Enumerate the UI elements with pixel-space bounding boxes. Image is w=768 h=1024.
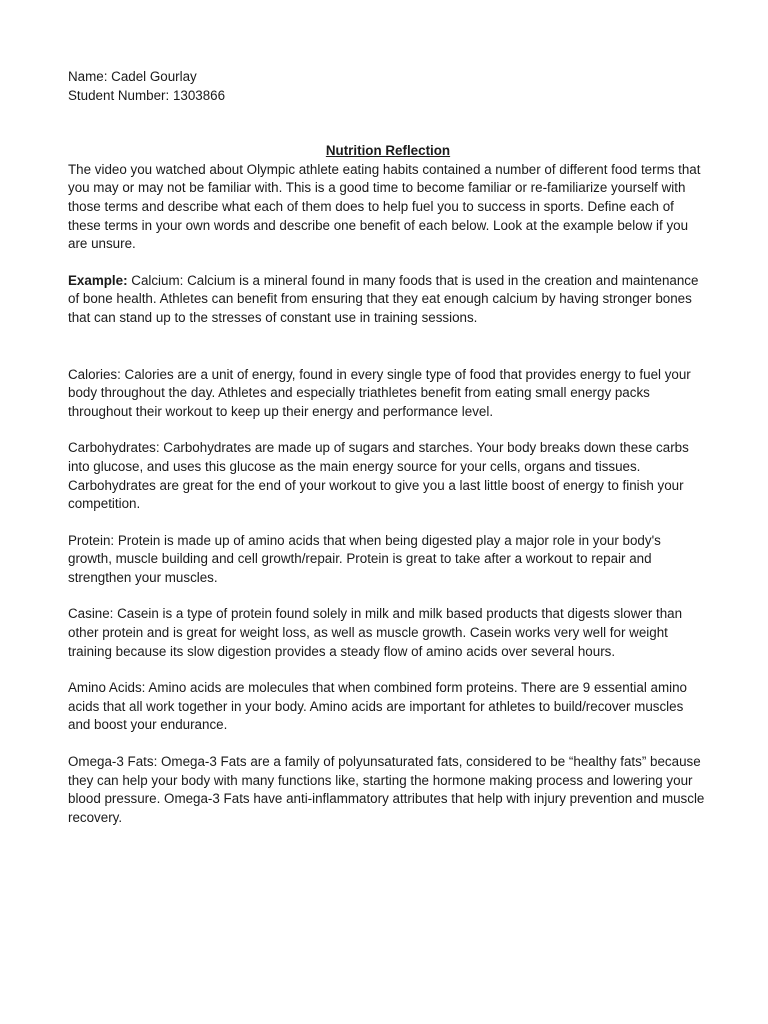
example-label: Example: [68, 272, 128, 288]
entry-calories: Calories: Calories are a unit of energy, found in every single type of food that provides energy to fuel your body throughout the day. Athletes and especially triathletes benefit from eating small energy packs throughout their workout to keep up their energy and performance level. [68, 366, 691, 419]
student-number: Student Number: 1303866 [68, 87, 226, 103]
entry-protein: Protein: Protein is made up of amino acids that when being digested play a major role in your body's growth, muscle building and cell growth/repair. Protein is great to take after a workout to repair and strengthen your muscles. [68, 532, 661, 585]
intro-paragraph: The video you watched about Olympic athlete eating habits contained a number of different food terms that you may or may not be familiar with. This is a good time to become familiar or re-familiarize yourself with those terms and describe what each of them does to help fuel you to success in sports. Define each of these terms in your own words and describe one benefit of each below. Look at the example below if you are unsure. [68, 161, 701, 252]
example-text: Calcium: Calcium is a mineral found in many foods that is used in the creation and maintenance of bone health. Athletes can benefit from ensuring that they eat enough calcium by having stronger bones that can stand up to the stresses of constant use in training sessions. [68, 272, 699, 325]
example-paragraph [68, 272, 708, 328]
entry-casine: Casine: Casein is a type of protein found solely in milk and milk based products that digests slower than other protein and is great for weight loss, as well as muscle growth. Casein works very well for weight training because its slow digestion provides a steady flow of amino acids over several hours. [68, 606, 683, 659]
entry-amino-acids: Amino Acids: Amino acids are molecules that when combined form proteins. There are 9 essential amino acids that all work together in your body. Amino acids are important for athletes to build/recover muscles and boost your endurance. [68, 680, 688, 733]
student-name: Name: Cadel Gourlay [68, 69, 197, 84]
document-title: Nutrition Reflection [325, 143, 451, 159]
entry-omega-3-fats: Omega-3 Fats: Omega-3 Fats are a family of polyunsaturated fats, considered to be “healthy fats” because they can help your body with many functions like, starting the hormone making process and lowering your blood pressure. Omega-3 Fats have anti-inflammatory attributes that help with injury prevention and muscle recovery. [68, 754, 705, 825]
entry-carbohydrates: Carbohydrates: Carbohydrates are made up of sugars and starches. Your body breaks down these carbs into glucose, and uses this glucose as the main energy source for your cells, organs and tissues. Carbohydrates are great for the end of your workout to give you a last little boost of energy to finish your competition. [68, 440, 689, 512]
document-body [68, 68, 708, 827]
